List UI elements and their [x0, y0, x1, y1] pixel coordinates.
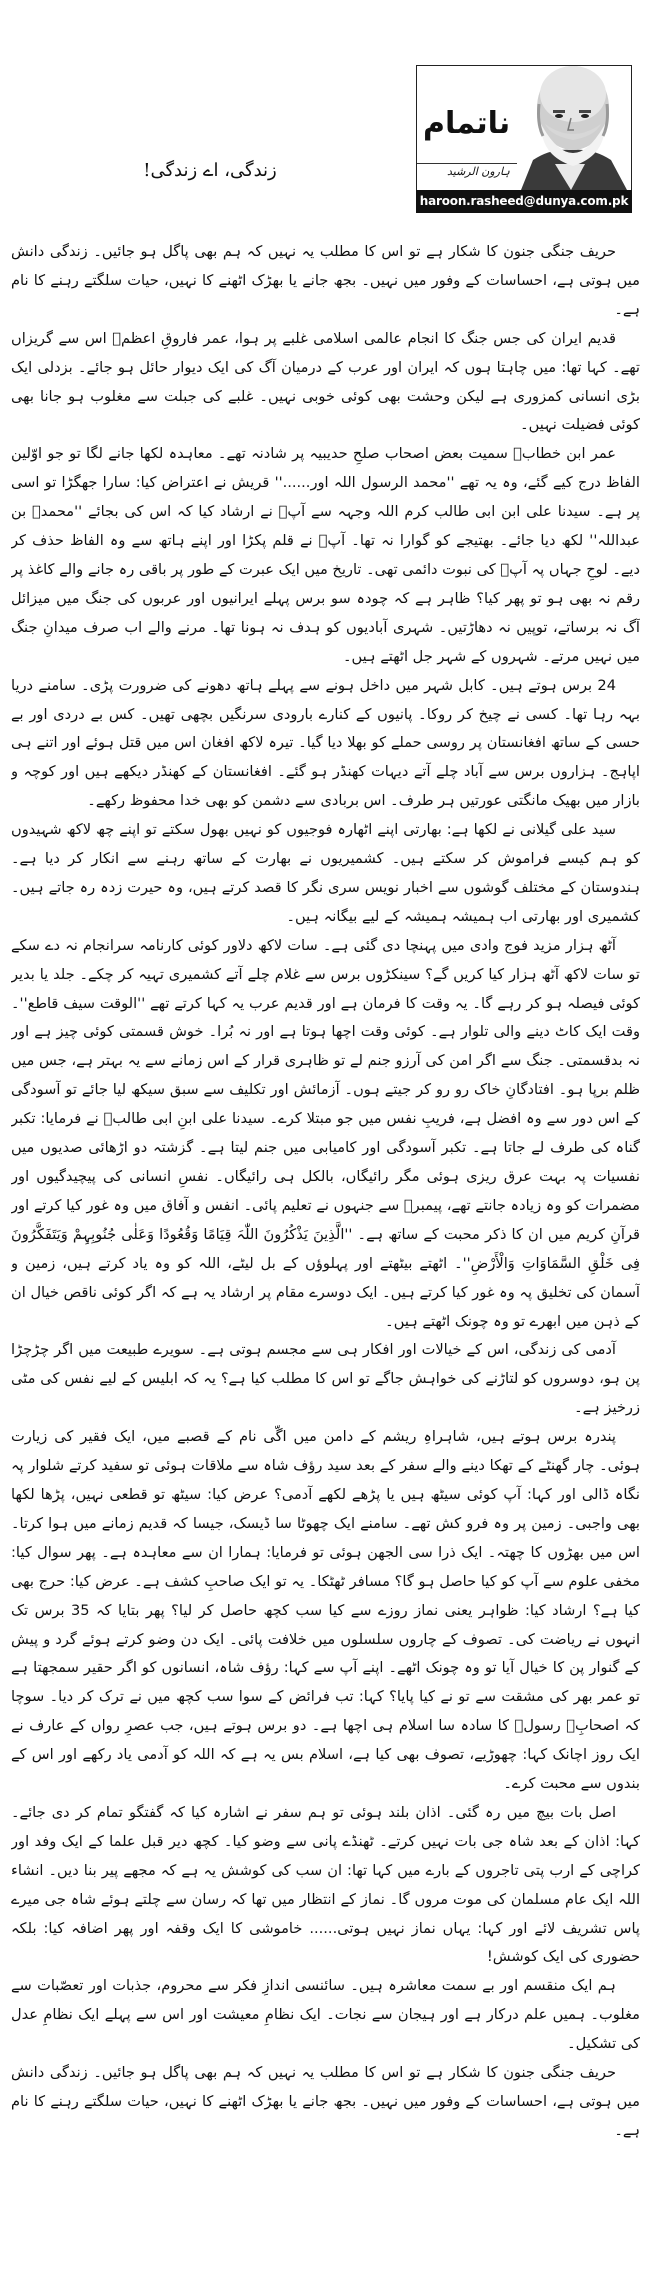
article-paragraph: عمر ابن خطابؓ سمیت بعض اصحاب صلحِ حدیبیہ پر شادنہ تھے۔ معاہدہ لکھا جانے لگا تو جو اوّلین الفاظ درج کیے گئے، وہ یہ تھے ''محمد الرسول اللہ اور......'' قریش نے اعتراض کیا: سارا جھگڑا تو اسی پر ہے۔ سیدنا علی ابن ابی طالب کرم اللہ وجہہ سے آپؐ نے ارشاد کیا کہ اس کی بجائے ''محمدؐ بن عبداللہ'' لکھ دیا جائے۔ بھتیجے کو گوارا نہ تھا۔ آپؐ نے قلم پکڑا اور اپنے ہاتھ سے وہ الفاظ حذف کر دیے۔ لوحِ جہاں پہ آپؐ کی نبوت دائمی تھی۔ تاریخ میں ایک عبرت کے طور پر باقی رہ جانے والے کاغذ پر رقم نہ بھی ہو تو پھر کیا؟ ظاہر ہے کہ چودہ سو برس پہلے ایرانیوں اور عربوں کی جنگ میں میزائل آگ نہ برساتے، توپیں نہ دھاڑتیں۔ شہری آبادیوں کو ہدف نہ ہونا تھا۔ مرنے والے اب صرف میدانِ جنگ میں نہیں مرتے۔ شہروں کے شہر جل اٹھتے ہیں۔ [11, 445, 640, 665]
article-paragraph: ہم ایک منقسم اور بے سمت معاشرہ ہیں۔ سائنسی اندازِ فکر سے محروم، جذبات اور تعصّبات سے مغلوب۔ ہمیں علم درکار ہے اور ہیجان سے نجات۔ ایک نظامِ معیشت اور اس سے پہلے ایک نظامِ عدل کی تشکیل۔ [11, 1977, 640, 2053]
article-paragraph: آٹھ ہزار مزید فوج وادی میں پہنچا دی گئی ہے۔ سات لاکھ دلاور کوئی کارنامہ سرانجام نہ دے سکے تو سات لاکھ آٹھ ہزار کیا کریں گے؟ سینکڑوں برس سے غلام چلے آتے کشمیری تہیہ کر چکے۔ جلد یا بدیر کوئی فیصلہ ہو کر رہے گا۔ یہ وقت کا فرمان ہے اور قدیم عرب یہ کہا کرتے تھے ''الوقت سیف قاطع''۔ وقت ایک کاٹ دینے والی تلوار ہے۔ کوئی وقت اچھا ہوتا ہے اور نہ بُرا۔ خوش قسمتی کوئی چیز ہے اور نہ بدقسمتی۔ جنگ سے اگر امن کی آرزو جنم لے تو ظاہری قرار کے اس زمانے سے یہ بہتر ہے، جس میں ظلم برپا ہو۔ افتادگانِ خاک رو رو کر جیتے ہوں۔ آزمائش اور تکلیف سے سبق سیکھ لیا جائے تو آسودگی کے اس دور سے وہ افضل ہے، فریبِ نفس میں جو مبتلا کرے۔ سیدنا علی ابنِ ابی طالبؓ نے فرمایا: تکبر گناہ کی طرف لے جاتا ہے۔ تکبر آسودگی اور کامیابی میں جنم لیتا ہے۔ گزشتہ دو اڑھائی صدیوں میں نفسیات پہ بہت عرق ریزی ہوئی مگر رائیگاں، بالکل ہی رائیگاں۔ نفسِ انسانی کی پیچیدگیوں اور مضمرات کو وہ زیادہ جانتے تھے، پیمبرؐ سے جنہوں نے تعلیم پائی۔ انفس و آفاق میں وہ غور کیا کرتے اور قرآنِ کریم میں ان کا ذکر محبت کے ساتھ ہے۔ ''الَّذِینَ یَذْکُرُونَ اللّٰہَ قِیَامًا وَقُعُودًا وَعَلٰی جُنُوبِہِمْ وَیَتَفَکَّرُونَ فِی خَلْقِ السَّمَاوَاتِ وَالْأَرْضِ''۔ اٹھتے بیٹھتے اور پہلوؤں کے بل لیٹے، اللہ کو وہ یاد کرتے ہیں، زمین و آسمان کی تخلیق پہ وہ غور کیا کرتے ہیں۔ ایک دوسرے مقام پر ارشاد یہ ہے کہ اگر کوئی ناقص خیال ان کے ذہن میں ابھرے تو وہ چونک اٹھتے ہیں۔ [11, 936, 640, 1330]
column-logo: ناتمام [423, 106, 511, 141]
author-byline: ہارون الرشید [447, 165, 510, 178]
article-paragraph: حریف جنگی جنون کا شکار ہے تو اس کا مطلب یہ نہیں کہ ہم بھی پاگل ہو جائیں۔ زندگی دانش میں ہوتی ہے، احساسات کے وفور میں نہیں۔ بجھ جانے یا بھڑک اٹھنے کا نہیں، حیات سلگتے رہنے کا نام ہے۔ [11, 2064, 640, 2139]
logo-divider [417, 163, 517, 164]
article-paragraph: سید علی گیلانی نے لکھا ہے: بھارتی اپنے اٹھارہ فوجیوں کو نہیں بھول سکتے تو اپنے چھ لاکھ شہیدوں کو ہم کیسے فراموش کر سکتے ہیں۔ کشمیریوں نے بھارت کے ساتھ رہنے سے انکار کر دیا ہے۔ ہندوستان کے مختلف گوشوں سے اخبار نویس سری نگر کا قصد کرتے ہیں، وہ حیرت زدہ رہ جاتے ہیں۔ کشمیری اور بھارتی اب ہمیشہ ہمیشہ کے لیے بیگانہ ہیں۔ [11, 821, 640, 925]
article-paragraph: آدمی کی زندگی، اس کے خیالات اور افکار ہی سے مجسم ہوتی ہے۔ سویرے طبیعت میں اگر چڑچڑا پن ہو، دوسروں کو لتاڑنے کی خواہش جاگے تو اس کا مطلب کیا ہے؟ یہ کہ ابلیس کے لیے نفس کی مٹی زرخیز ہے۔ [11, 1341, 640, 1417]
article-paragraph: 24 برس ہوتے ہیں۔ کابل شہر میں داخل ہونے سے پہلے ہاتھ دھونے کی ضرورت پڑی۔ سامنے دریا بہہ رہا تھا۔ کسی نے چیخ کر روکا۔ پانیوں کے کنارے بارودی سرنگیں بچھی تھیں۔ کس بے دردی اور بے حسی کے ساتھ افغانستان پر روسی حملے کو بھلا دیا گیا۔ تیرہ لاکھ افغان اس میں قتل ہوئے اور اتنے ہی اپاہج۔ ہزاروں برس سے آباد چلے آتے دیہات کھنڈر ہو گئے۔ افغانستان کے کھنڈر دیکھے ہیں اور کوچہ و بازار میں بھیک مانگتی عورتیں ہر طرف۔ اس بربادی سے دشمن کو بھی خدا محفوظ رکھے۔ [11, 676, 640, 810]
article-headline: زندگی، اے زندگی! [143, 160, 277, 181]
article-paragraph: پندرہ برس ہوتے ہیں، شاہراہِ ریشم کے دامن میں اگّی نام کے قصبے میں، ایک فقیر کی زیارت ہوئی۔ چار گھنٹے کے تھکا دینے والے سفر کے بعد سید رؤف شاہ سے ملاقات ہوئی تو سفید کرتے شلوار پہ نگاہ ڈالی اور کہا: آپ کوئی سیٹھ ہیں یا پڑھے لکھے آدمی؟ عرض کیا: سیٹھ تو قطعی نہیں، پڑھا لکھا بھی واجبی۔ زمین پر وہ فرو کش تھے۔ سامنے ایک چھوٹا سا ڈیسک، جیسا کہ قدیم زمانے میں ہوا کرتا۔ اس میں بھڑوں کا چھتہ۔ ایک ذرا سی الجھن ہوئی تو فرمایا: ہمارا ان سے معاہدہ ہے۔ پھر سوال کیا: مخفی علوم سے آپ کو کیا حاصل ہو گا؟ مسافر ٹھٹکا۔ یہ تو ایک صاحبِ کشف ہے۔ عرض کیا: حرج بھی کیا ہے؟ ارشاد کیا: ظواہر یعنی نماز روزے سے کیا سب کچھ حاصل کر لیا؟ پھر بتایا کہ 35 برس تک انہوں نے ریاضت کی۔ تصوف کے چاروں سلسلوں میں خلافت پائی۔ ایک دن وضو کرتے ہوئے گرد و پیش کے گنوار پن کا خیال آیا تو وہ چونک اٹھے۔ اپنے آپ سے کہا: رؤف شاہ، انسانوں کو اگر حقیر سمجھتا ہے تو عمر بھر کی مشقت سے تو نے کیا پایا؟ کہا: تب فرائض کے سوا سب کچھ میں نے ترک کر دیا۔ سوچا کہ اصحابِؓ رسولؐ کا سادہ سا اسلام ہی اچھا ہے۔ دو برس ہوتے ہیں، جب عصرِ رواں کے عارف نے ایک روز اچانک کہا: چھوڑیے، تصوف بھی کیا ہے، اسلام بس یہ ہے کہ اللہ کو آدمی یاد رکھے اور اس کے بندوں سے محبت کرے۔ [11, 1428, 640, 1793]
article-paragraph: حریف جنگی جنون کا شکار ہے تو اس کا مطلب یہ نہیں کہ ہم بھی پاگل ہو جائیں۔ زندگی دانش میں ہوتی ہے، احساسات کے وفور میں نہیں۔ بجھ جانے یا بھڑک اٹھنے کا نہیں، حیات سلگتے رہنے کا نام ہے۔ [11, 243, 640, 318]
article-paragraph: اصل بات بیچ میں رہ گئی۔ اذان بلند ہوئی تو ہم سفر نے اشارہ کیا کہ گفتگو تمام کر دی جائے۔ کہا: اذان کے بعد شاہ جی بات نہیں کرتے۔ ٹھنڈے پانی سے وضو کیا۔ کچھ دیر قبل علما کے ایک وفد اور کراچی کے ارب پتی تاجروں کے بارے میں کہا تھا: ان سب کی کوشش یہ ہے کہ مجھے پیر بنا دیں۔ انشاء اللہ ایک عام مسلمان کی موت مروں گا۔ نماز کے انتظار میں تھا کہ رسان سے چلتے ہوئے شاہ جی میرے پاس تشریف لائے اور کہا: یہاں نماز نہیں ہوتی...... خاموشی کا ایک وقفہ اور پھر اضافہ کیا: بلکہ حضوری کی ایک کوشش! [11, 1803, 640, 1966]
article-body [11, 238, 640, 2238]
article-paragraph: قدیم ایران کی جس جنگ کا انجام عالمی اسلامی غلبے پر ہوا، عمر فاروقِ اعظمؓ اس سے گریزاں تھے۔ کہا تھا: میں چاہتا ہوں کہ ایران اور عرب کے درمیان آگ کی ایک دیوار حائل ہو جائے۔ بزدلی ایک بڑی انسانی کمزوری ہے لیکن وحشت بھی کوئی خوبی نہیں۔ غلبے کی جبلت سے مغلوب ہو جانا بھی کوئی فضیلت نہیں۔ [11, 329, 640, 434]
author-email[interactable]: haroon.rasheed@dunya.com.pk [416, 190, 632, 213]
author-portrait [511, 65, 631, 190]
